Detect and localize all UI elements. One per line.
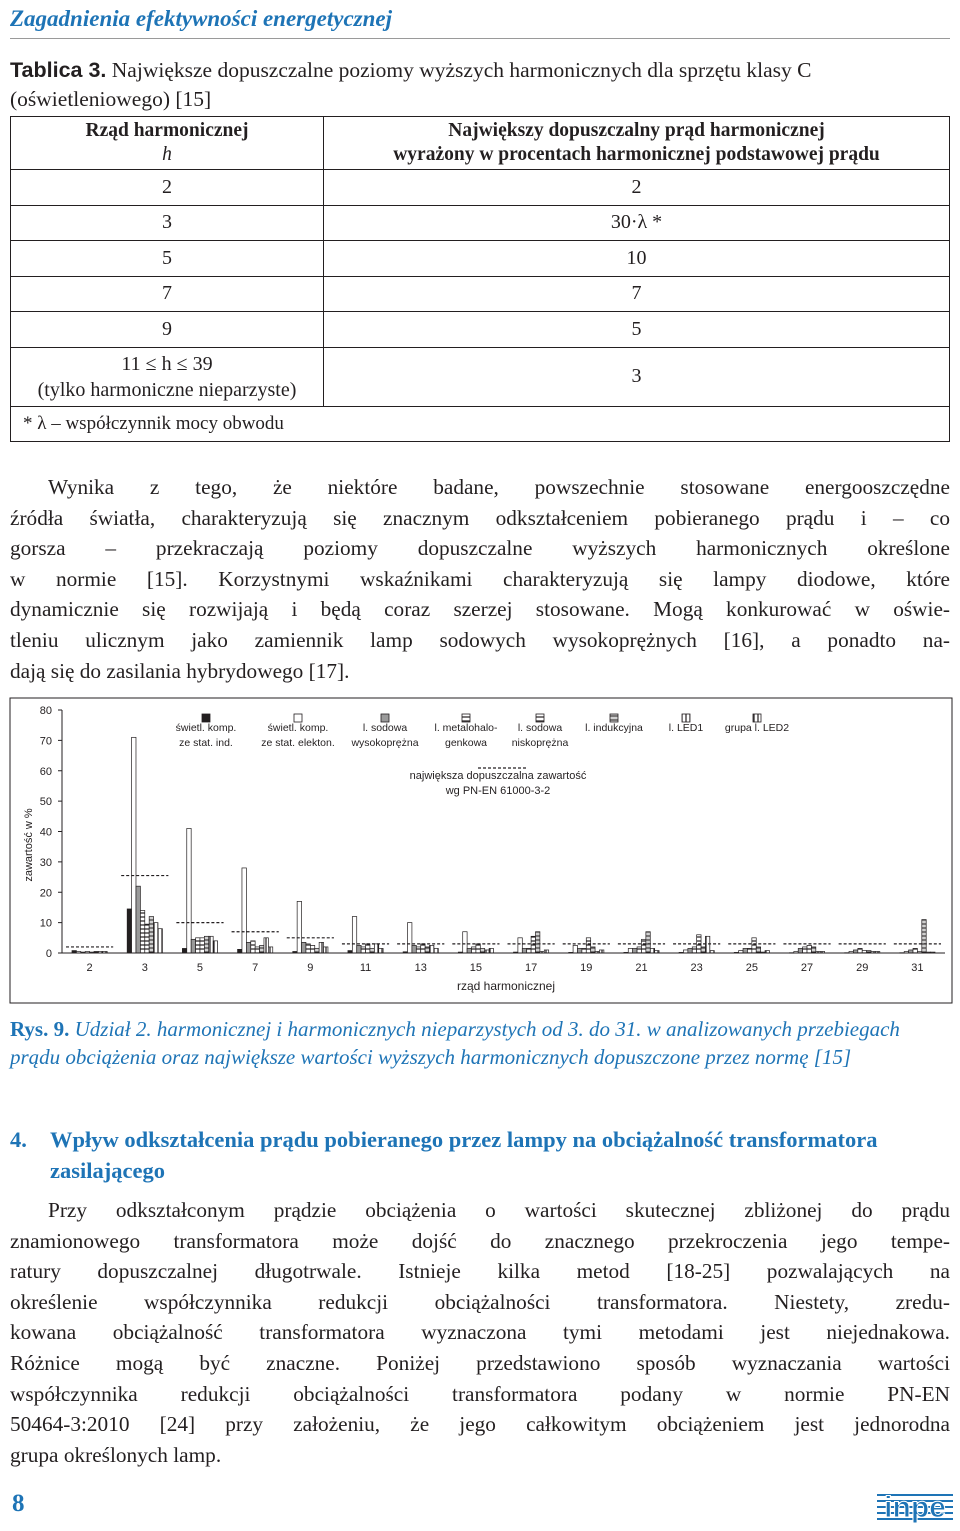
page-number: 8 — [12, 1490, 25, 1517]
bar — [535, 932, 539, 953]
bar — [743, 948, 747, 953]
bar — [922, 920, 926, 953]
legend-swatch — [381, 714, 389, 722]
bar — [127, 909, 131, 953]
table-cell-limit: 10 — [324, 241, 950, 277]
harmonics-bar-chart — [0, 695, 960, 1007]
table-caption — [10, 56, 950, 114]
bar — [811, 947, 815, 953]
y-tick-label: 20 — [39, 887, 52, 900]
order-range-note: (tylko harmoniczne nieparzyste) — [37, 378, 297, 401]
bar — [132, 737, 136, 953]
table-row — [11, 170, 950, 206]
y-tick-label: 0 — [45, 948, 52, 960]
legend-label: niskoprężna — [511, 737, 569, 749]
x-tick-label: 5 — [196, 962, 204, 974]
bar — [688, 948, 692, 953]
x-axis-label: rząd harmonicznej — [456, 979, 556, 993]
table-footnote: * λ – współczynnik mocy obwodu — [11, 406, 950, 441]
bar — [149, 917, 153, 953]
x-tick-label: 27 — [800, 962, 814, 974]
bar — [182, 948, 186, 953]
bar — [238, 949, 242, 953]
x-tick-label: 31 — [911, 962, 924, 974]
bar — [531, 936, 535, 953]
bar — [306, 944, 310, 953]
x-tick-label: 7 — [252, 962, 259, 974]
bar — [242, 868, 246, 953]
bar — [204, 936, 208, 953]
table-caption-label: Tablica 3. — [10, 58, 107, 82]
x-tick-label: 17 — [524, 962, 538, 974]
bar — [913, 948, 917, 953]
bar — [476, 944, 480, 953]
paragraph-line: znamionowego transformatora może dojść do znacznego przekroczenia jego tempe- — [10, 1228, 950, 1253]
y-tick-label: 30 — [39, 856, 52, 869]
y-tick-label: 40 — [39, 826, 52, 839]
bar — [646, 932, 650, 953]
x-tick-label: 21 — [635, 962, 648, 974]
bar — [637, 947, 641, 953]
bar — [319, 942, 323, 953]
bar — [379, 948, 383, 953]
table-cell-order: 5 — [11, 241, 324, 277]
legend-label: l. sodowa — [517, 722, 563, 734]
paragraph-line: ratury dopuszczalnej długotrwale. Istnieje kilka metod [18-25] pozwalających na — [10, 1259, 950, 1284]
bar — [187, 828, 191, 953]
header-title: Zagadnienia efektywności energetycznej — [10, 6, 392, 31]
bar — [213, 941, 217, 953]
bar — [136, 886, 140, 953]
bar — [374, 944, 378, 953]
bar — [154, 923, 158, 953]
x-tick-label: 15 — [469, 962, 483, 974]
bar — [650, 948, 654, 953]
bar — [324, 947, 328, 953]
legend-swatch — [202, 714, 210, 722]
order-range: 11 ≤ h ≤ 39 — [121, 352, 213, 375]
logo-text: inpe — [884, 1491, 946, 1524]
table-cell-limit: 2 — [324, 170, 950, 206]
bar — [421, 944, 425, 953]
bar — [807, 945, 811, 953]
x-tick-label: 23 — [690, 962, 703, 974]
paragraph-line: tleniu ulicznym jako zamiennik lamp sodowych wysokoprężnych [16], a ponadto na- — [10, 627, 950, 652]
legend-swatch — [610, 714, 618, 722]
paragraph-line: współczynnika redukcji obciążalności transformatora podany w normie PN-EN — [10, 1381, 950, 1406]
legend-label: świetl. komp. — [175, 722, 237, 734]
bar — [633, 948, 637, 953]
limit-label-line1: największa dopuszczalna zawartość — [409, 770, 587, 782]
bar — [582, 948, 586, 953]
legend-label: grupa l. LED2 — [724, 722, 790, 734]
legend-swatch — [294, 714, 302, 722]
bar — [366, 944, 370, 953]
bar — [705, 936, 709, 953]
bar — [158, 929, 162, 953]
harmonics-limit-table — [10, 116, 950, 442]
table-row — [11, 347, 950, 406]
table-cell-limit: 3 — [324, 347, 950, 406]
bar — [747, 948, 751, 953]
y-tick-label: 70 — [39, 735, 52, 748]
table-cell-limit: 5 — [324, 312, 950, 348]
bar — [209, 936, 213, 953]
legend-label: genkowa — [444, 737, 488, 749]
bar — [302, 942, 306, 953]
bar — [434, 948, 438, 953]
x-tick-label: 25 — [745, 962, 758, 974]
bar — [522, 948, 526, 953]
legend-swatch — [536, 714, 544, 722]
paragraph-line: gorsza – przekraczają poziomy dopuszczalne wyższych harmonicznych określone — [10, 536, 950, 561]
col-limit-header-line1: Największy dopuszczalny prąd harmonicznej — [448, 120, 825, 141]
x-tick-label: 3 — [141, 962, 148, 974]
bar — [577, 948, 581, 953]
bar — [140, 910, 144, 953]
table-row — [11, 312, 950, 348]
bar — [527, 948, 531, 953]
x-tick-label: 11 — [359, 962, 372, 974]
bar — [430, 945, 434, 953]
x-tick-label: 13 — [414, 962, 427, 974]
paragraph-line: dają się do zasilania hybrydowego [17]. — [10, 658, 350, 683]
paragraph-line: w normie [15]. Korzystnymi wskaźnikami charakteryzują się lampy diodowe, które — [10, 566, 950, 591]
paragraph-line: źródła światła, charakteryzują się znacznym odkształceniem pobieranego prądu i – co — [10, 505, 950, 530]
x-tick-label: 9 — [307, 962, 314, 974]
bar — [480, 948, 484, 953]
bar — [518, 938, 522, 953]
x-tick-label: 29 — [856, 962, 869, 974]
legend-label: ze stat. elekton. — [261, 737, 335, 749]
bar — [467, 948, 471, 953]
legend-label: świetl. komp. — [267, 722, 329, 734]
bar — [463, 932, 467, 953]
col-order-header — [11, 117, 324, 170]
bar — [489, 948, 493, 953]
x-tick-label: 2 — [86, 962, 93, 974]
paragraph-2 — [10, 1195, 950, 1470]
table-cell-order: 2 — [11, 170, 324, 206]
bar — [246, 942, 250, 953]
paragraph-line: 50464-3:2010 [24] przy założeniu, że jego całkowitym obciążeniem jest jednorodna — [10, 1412, 950, 1437]
col-order-symbol: h — [162, 144, 172, 165]
table-cell-limit: 7 — [324, 276, 950, 312]
bar — [255, 947, 259, 953]
table-cell-limit: 30·λ * — [324, 205, 950, 241]
legend-swatch — [753, 714, 761, 722]
bar — [591, 947, 595, 953]
y-tick-label: 10 — [39, 917, 52, 930]
figure-label: Rys. 9. — [10, 1017, 70, 1041]
bar — [472, 947, 476, 953]
bar — [573, 945, 577, 953]
col-order-header-text: Rząd harmonicznej — [85, 120, 249, 141]
section-number: 4. — [10, 1127, 27, 1152]
limit-label-line2: wg PN-EN 61000-3-2 — [445, 785, 551, 797]
bar — [264, 938, 268, 953]
table-row — [11, 276, 950, 312]
x-tick-label: 19 — [580, 962, 593, 974]
paragraph-line: Wynika z tego, że niektóre badane, powszechnie stosowane energooszczędne — [48, 475, 950, 499]
table-cell-order — [11, 347, 324, 406]
paragraph-line: określenie współczynnika redukcji obciążalności transformatora. Niestety, zredu- — [10, 1289, 950, 1314]
bar — [408, 923, 412, 953]
paragraph-line: kowana obciążalność transformatora wyznaczona tymi metodami jest niejednakowa. — [10, 1320, 950, 1345]
paragraph-line: grupa określonych lamp. — [10, 1442, 222, 1467]
paragraph-1 — [10, 472, 950, 686]
bar — [315, 948, 319, 953]
bar — [425, 947, 429, 953]
table-row — [11, 241, 950, 277]
table-caption-text: Największe dopuszczalne poziomy wyższych harmonicznych dla sprzętu klasy C (oświetleniowego) [15] — [10, 58, 812, 111]
legend-label: l. sodowa — [362, 722, 408, 734]
bar — [268, 947, 272, 953]
bar — [412, 945, 416, 953]
bar — [416, 947, 420, 953]
y-tick-label: 60 — [39, 765, 52, 778]
legend-label: ze stat. ind. — [179, 737, 233, 749]
legend-label: l. indukcyjna — [585, 722, 643, 734]
paragraph-line: Różnice mogą być znaczne. Poniżej przedstawiono sposób wyznaczania wartości — [10, 1350, 950, 1375]
bar — [752, 938, 756, 953]
bar — [145, 924, 149, 953]
bar — [260, 945, 264, 953]
section-title: Wpływ odkształcenia prądu pobieranego przez lampy na obciążalność transformatora zasilającego — [50, 1127, 878, 1183]
y-tick-label: 80 — [39, 705, 52, 717]
table-cell-order: 3 — [11, 205, 324, 241]
bar — [641, 939, 645, 953]
y-axis-label: zawartość w % — [23, 808, 35, 882]
legend-label: l. LED1 — [668, 722, 704, 734]
bar — [798, 948, 802, 953]
legend-label: l. metalohalo- — [434, 722, 498, 734]
bar — [692, 947, 696, 953]
col-limit-header — [324, 117, 950, 170]
bar — [858, 948, 862, 953]
table-cell-order: 7 — [11, 276, 324, 312]
bar — [191, 939, 195, 953]
paragraph-line: dynamicznie się rozwijają i będą coraz szerzej stosowane. Mogą konkurować w oświe- — [10, 597, 950, 622]
legend-label: wysokoprężna — [351, 737, 419, 749]
col-limit-header-line2: wyrażony w procentach harmonicznej podstawowej prądu — [393, 144, 880, 165]
legend-swatch — [462, 714, 470, 722]
bar — [251, 941, 255, 953]
table-cell-order: 9 — [11, 312, 324, 348]
figure-caption-text: Udział 2. harmonicznej i harmonicznych nieparzystych od 3. do 31. w analizowanych przebiegach prądu obciążenia oraz największe wartości wyższych harmonicznych dopuszczone przez normę [15] — [10, 1017, 900, 1069]
bar — [370, 948, 374, 953]
bar — [701, 947, 705, 953]
table-footnote-row — [11, 406, 950, 441]
table-header-row — [11, 117, 950, 170]
bar — [586, 938, 590, 953]
bar — [803, 947, 807, 953]
y-tick-label: 50 — [39, 796, 52, 809]
bar — [756, 947, 760, 953]
inpe-logo — [877, 1488, 953, 1526]
paragraph-line: Przy odkształconym prądzie obciążenia o wartości skutecznej zbliżonej do prądu — [48, 1198, 950, 1222]
bar — [357, 945, 361, 953]
bar — [352, 917, 356, 953]
table-row — [11, 205, 950, 241]
bar — [200, 938, 204, 953]
bar — [310, 945, 314, 953]
bar — [361, 947, 365, 953]
bar — [628, 948, 632, 953]
running-header — [10, 2, 950, 39]
figure-caption — [10, 1015, 955, 1071]
bar — [196, 938, 200, 953]
legend-swatch — [682, 714, 690, 722]
bar — [297, 901, 301, 953]
